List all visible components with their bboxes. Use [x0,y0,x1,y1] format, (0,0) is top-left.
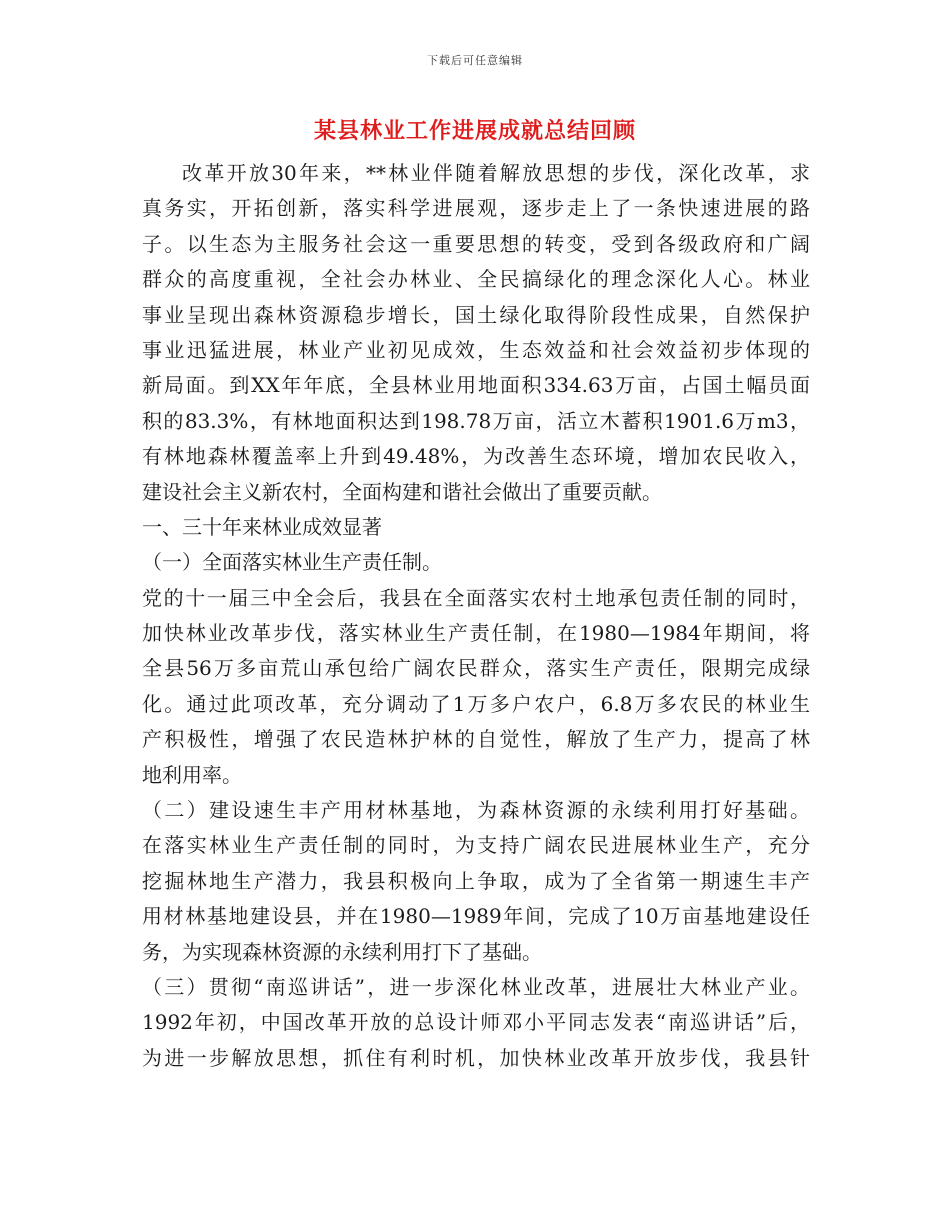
body-line: 1992年初，中国改革开放的总设计师邓小平同志发表“南巡讲话”后， [142,1010,810,1035]
subsection-heading: （二）建设速生丰产用材林基地，为森林资源的永续利用打好基础。 [142,798,810,823]
body-line: 为进一步解放思想，抓住有利时机，加快林业改革开放步伐，我县针 [142,1045,810,1070]
body-line: 务，为实现森林资源的永续利用打下了基础。 [142,939,542,964]
body-line: 党的十一届三中全会后，我县在全面落实农村土地承包责任制的同时， [142,585,810,610]
body-line: 积的83.3%，有林地面积达到198.78万亩，活立木蓄积1901.6万m3， [142,408,810,433]
body-line: 有林地森林覆盖率上升到49.48%，为改善生态环境，增加农民收入， [142,444,810,469]
body-line: 全县56万多亩荒山承包给广阔农民群众，落实生产责任，限期完成绿 [142,656,810,681]
body-line: 真务实，开拓创新，落实科学进展观，逐步走上了一条快速进展的路 [142,196,810,221]
body-line: 事业呈现出森林资源稳步增长，国土绿化取得阶段性成果，自然保护 [142,302,810,327]
section-heading: 一、三十年来林业成效显著 [142,514,382,539]
subsection-heading: （一）全面落实林业生产责任制。 [142,550,442,575]
body-line: 在落实林业生产责任制的同时，为支持广阔农民进展林业生产，充分 [142,833,810,858]
subsection-heading: （三）贯彻“南巡讲话”，进一步深化林业改革，进展壮大林业产业。 [142,974,810,999]
page-header-note: 下载后可任意编辑 [427,54,523,67]
body-line: 地利用率。 [142,762,242,787]
document-body [142,156,810,1076]
document-title: 某县林业工作进展成就总结回顾 [313,118,636,144]
body-line: 改革开放30年来，**林业伴随着解放思想的步伐，深化改革，求 [182,161,810,185]
body-line: 新局面。到XX年年底，全县林业用地面积334.63万亩，占国土幅员面 [142,373,810,398]
body-line: 产积极性，增强了农民造林护林的自觉性，解放了生产力，提高了林 [142,727,810,752]
body-line: 用材林基地建设县，并在1980—1989年间，完成了10万亩基地建设任 [142,904,810,929]
body-line: 加快林业改革步伐，落实林业生产责任制，在1980—1984年期间，将 [142,621,810,646]
body-line: 化。通过此项改革，充分调动了1万多户农户，6.8万多农民的林业生 [142,691,810,716]
body-line: 子。以生态为主服务社会这一重要思想的转变，受到各级政府和广阔 [142,231,810,256]
body-line: 群众的高度重视，全社会办林业、全民搞绿化的理念深化人心。林业 [142,267,810,292]
body-line: 挖掘林地生产潜力，我县积极向上争取，成为了全省第一期速生丰产 [142,868,810,893]
body-line: 建设社会主义新农村，全面构建和谐社会做出了重要贡献。 [142,479,662,504]
body-line: 事业迅猛进展，林业产业初见成效，生态效益和社会效益初步体现的 [142,337,810,362]
